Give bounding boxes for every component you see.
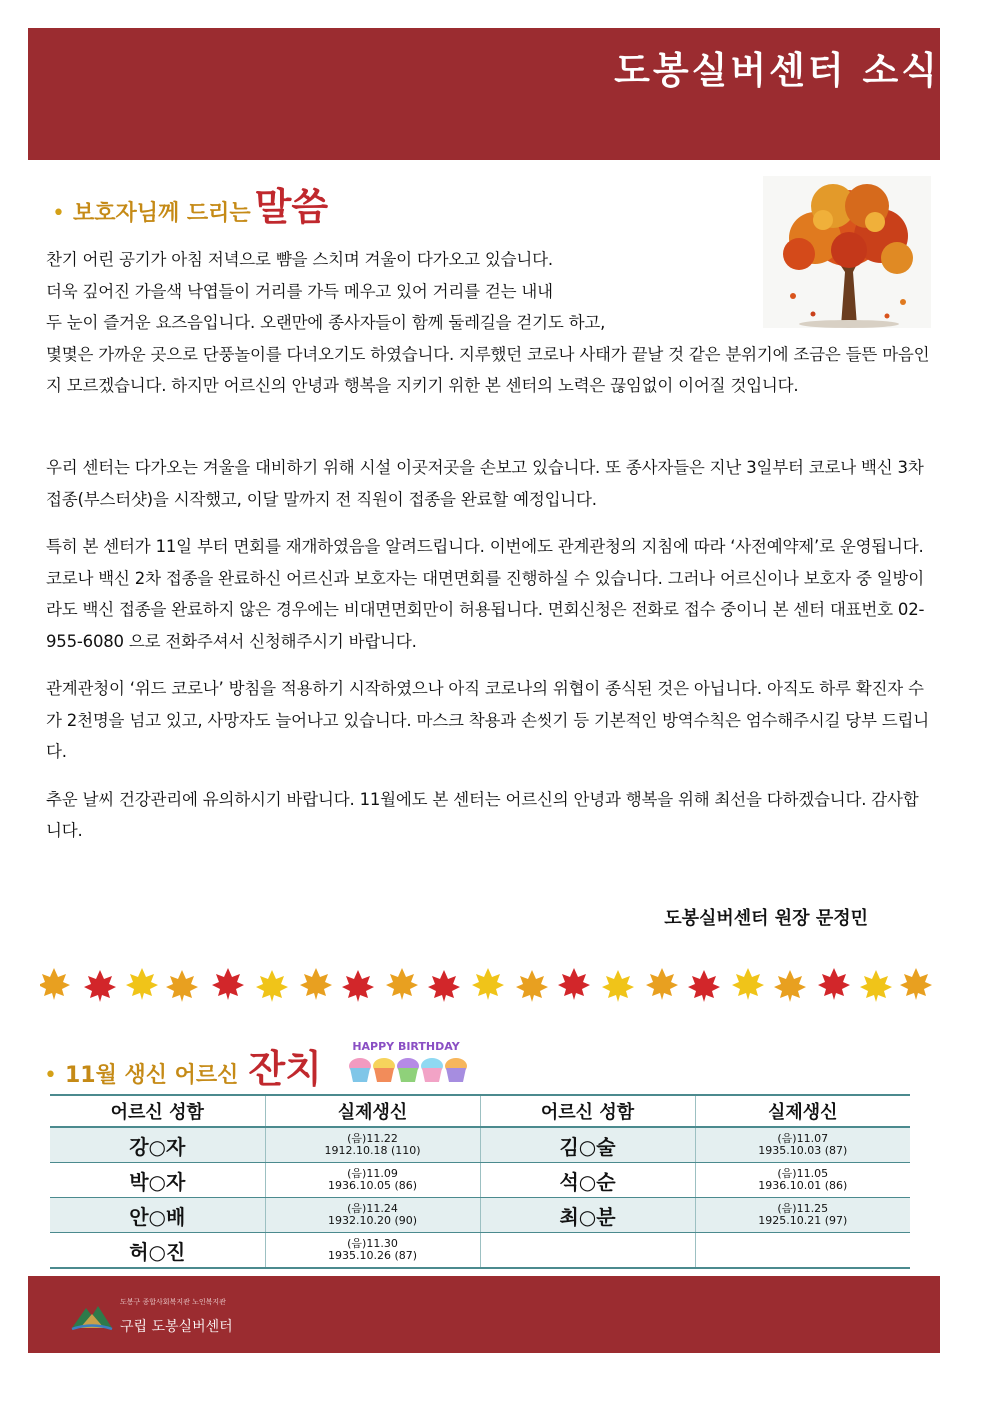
birthday-heading-sub: 11월 생신 어르신 (64, 1063, 239, 1088)
greeting-line: 더욱 깊어진 가을색 낙엽들이 거리를 가득 메우고 있어 거리를 걷는 내내 (46, 281, 553, 301)
greeting-paragraph-4: 관계관청이 ‘위드 코로나’ 방침을 적용하기 시작하였으나 아직 코로나의 위협이 종식된 것은 아닙니다. 아직도 하루 확진자 수가 2천명을 넘고 있고, 사망자도 늘어나고 있습니다. 마스크 착용과 손씻기 등 기본적인 방역수칙은 엄수해주시길 당부 드립니다. (46, 679, 930, 761)
greeting-paragraph-1 (46, 244, 932, 402)
maple-leaf-border-icon (40, 962, 932, 1008)
column-header-name: 어르신 성함 (480, 1095, 695, 1127)
senior-name: 허○진 (129, 1239, 186, 1264)
greeting-heading-big: 말씀 (254, 185, 329, 229)
greeting-heading (52, 176, 328, 231)
lunar-birthday: (음)11.24 (347, 1202, 398, 1215)
footer-center-name: 구립 도봉실버센터 (120, 1319, 233, 1335)
column-header-name: 어르신 성함 (50, 1095, 265, 1127)
column-header-birthday: 실제생신 (265, 1095, 480, 1127)
solar-birthday: 1932.10.20 (90) (327, 1214, 418, 1227)
greeting-line: 찬기 어린 공기가 아침 저녁으로 뺨을 스치며 겨울이 다가오고 있습니다. (46, 250, 553, 269)
birthday-heading (44, 1038, 322, 1093)
happy-birthday-art-text: HAPPY BIRTHDAY (352, 1040, 460, 1053)
senior-name: 김○술 (559, 1134, 616, 1159)
solar-birthday: 1912.10.18 (110) (324, 1144, 421, 1157)
senior-name: 강○자 (129, 1134, 186, 1159)
signature: 도봉실버센터 원장 문정민 (664, 908, 868, 929)
column-header-birthday: 실제생신 (695, 1095, 910, 1127)
table-row (50, 1163, 910, 1198)
lunar-birthday: (음)11.09 (347, 1167, 398, 1180)
footer-band (28, 1276, 940, 1353)
greeting-paragraph-3: 특히 본 센터가 11일 부터 면회를 재개하였음을 알려드립니다. 이번에도 관계관청의 지침에 따라 ‘사전예약제’로 운영됩니다. 코로나 백신 2차 접종을 완료하신 어르신과 보호자는 대면면회를 진행하실 수 있습니다. 그러나 어르신이나 보호자 중 일방이라도 백신 접종을 완료하지 않은 경우에는 비대면면회만이 허용됩니다. 면회신청은 전화로 접수 중이니 본 센터 대표번호 02-955-6080 으로 전화주셔서 신청해주시기 바랍니다. (46, 537, 925, 651)
senior-name: 박○자 (129, 1169, 186, 1194)
lunar-birthday: (음)11.25 (777, 1202, 829, 1215)
lunar-birthday: (음)11.22 (347, 1132, 398, 1145)
greeting-heading-sub: 보호자님께 드리는 (72, 201, 251, 226)
birthday-table (50, 1094, 910, 1269)
solar-birthday: 1936.10.05 (86) (327, 1179, 418, 1192)
greeting-paragraph-1-rest: 몇몇은 가까운 곳으로 단풍놀이를 다녀오기도 하였습니다. 지루했던 코로나 사태가 끝날 것 같은 분위기에 조금은 들뜬 마음인지 모르겠습니다. 하지만 어르신의 안녕과 행복을 지키기 위한 본 센터의 노력은 끊임없이 이어질 것입니다. (46, 344, 930, 395)
bullet-icon: • (44, 1063, 57, 1088)
lunar-birthday: (음)11.07 (777, 1132, 829, 1145)
newsletter-title: 도봉실버센터 소식 (614, 49, 940, 92)
bullet-icon: • (52, 201, 65, 226)
senior-name: 최○분 (559, 1204, 616, 1229)
senior-name: 안○배 (129, 1204, 186, 1229)
solar-birthday: 1935.10.26 (87) (327, 1249, 418, 1262)
lunar-birthday: (음)11.30 (347, 1237, 398, 1250)
footer-operator: 도봉구 종합사회복지관 노인복지관 (120, 1298, 226, 1306)
solar-birthday: 1925.10.21 (97) (758, 1214, 848, 1227)
cupcakes-icon (342, 1036, 470, 1086)
greeting-paragraph-5: 추운 날씨 건강관리에 유의하시기 바랍니다. 11월에도 본 센터는 어르신의 안녕과 행복을 위해 최선을 다하겠습니다. 감사합니다. (46, 789, 919, 840)
greeting-body (46, 452, 932, 863)
greeting-line: 두 눈이 즐거운 요즈음입니다. 오랜만에 종사자들이 함께 둘레길을 걷기도 하고, (46, 313, 606, 332)
table-row (50, 1233, 910, 1269)
center-logo-icon (70, 1298, 114, 1332)
table-row (50, 1198, 910, 1233)
greeting-paragraph-2: 우리 센터는 다가오는 겨울을 대비하기 위해 시설 이곳저곳을 손보고 있습니다. 또 종사자들은 지난 3일부터 코로나 백신 3차 접종(부스터샷)을 시작했고, 이달 말까지 전 직원이 접종을 완료할 예정입니다. (46, 458, 924, 509)
solar-birthday: 1936.10.01 (86) (758, 1179, 848, 1192)
solar-birthday: 1935.10.03 (87) (758, 1144, 848, 1157)
table-header-row (50, 1095, 910, 1127)
lunar-birthday: (음)11.05 (777, 1167, 829, 1180)
table-row (50, 1127, 910, 1163)
birthday-heading-big: 잔치 (248, 1047, 322, 1091)
senior-name: 석○순 (559, 1169, 616, 1194)
